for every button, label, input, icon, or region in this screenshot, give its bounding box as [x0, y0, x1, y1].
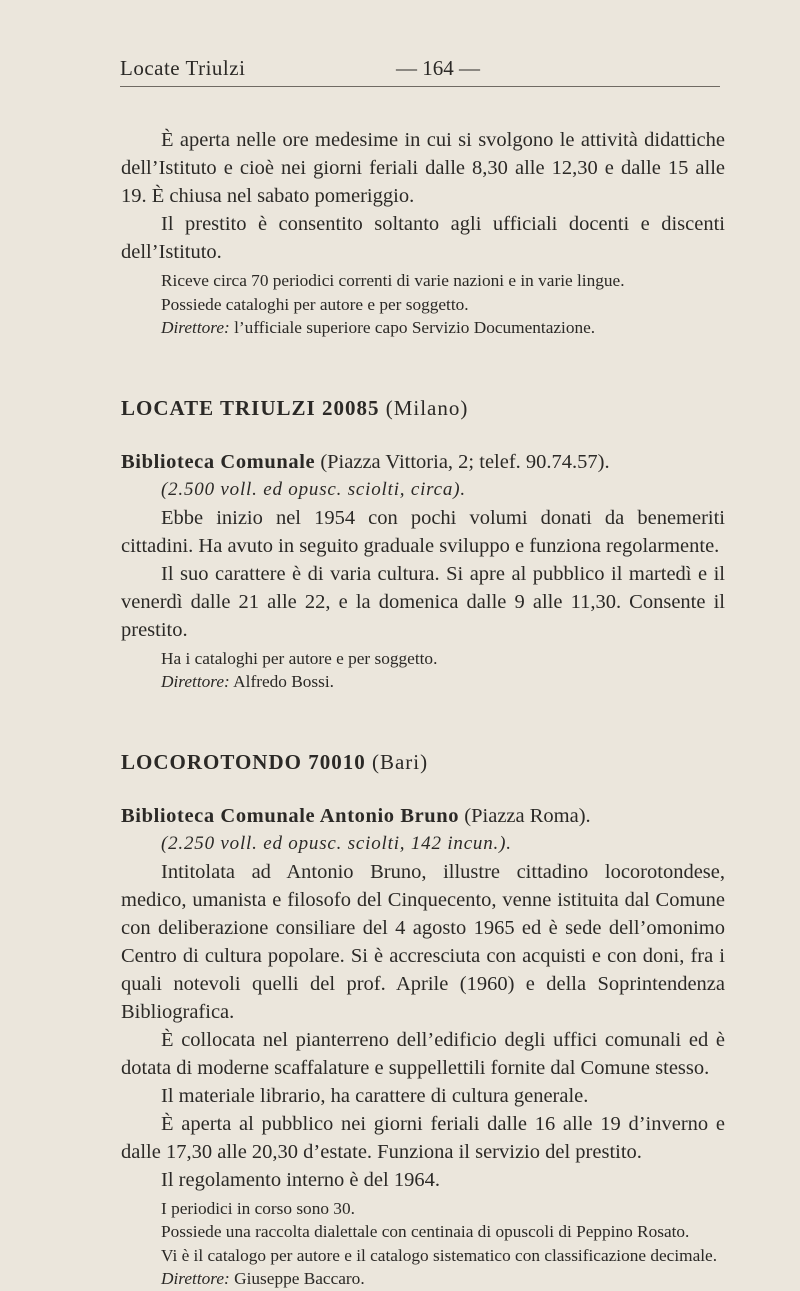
section-heading-locorotondo: [121, 748, 725, 776]
section-paragraph: Ebbe inizio nel 1954 con pochi volumi donati da benemeriti cittadini. Ha avuto in seguito graduale sviluppo e funziona regolarmente.: [121, 506, 725, 557]
collection-size: (2.500 voll. ed opusc. sciolti, circa).: [161, 478, 466, 500]
intro-paragraph-1: È aperta nelle ore medesime in cui si svolgono le attività didattiche dell’Istituto e cioè nei giorni feriali dalle 8,30 alle 12,30 e dalle 15 alle 19. È chiusa nel sabato pomeriggio.: [121, 129, 725, 207]
section-director: [121, 670, 725, 694]
section-heading-locate-triulzi: [121, 394, 725, 422]
library-address: (Piazza Roma).: [464, 804, 591, 827]
section-note: Vi è il catalogo per autore e il catalogo sistematico con classificazione decimale.: [161, 1245, 718, 1265]
section-paragraph: È collocata nel pianterreno dell’edificio degli uffici comunali ed è dotata di moderne scaffalature e suppellettili fornite dal Comune stesso.: [121, 1028, 725, 1079]
director-label: Direttore:: [161, 1269, 230, 1288]
page-number: — 164 —: [396, 56, 480, 80]
section-note: I periodici in corso sono 30.: [161, 1198, 355, 1218]
section-paragraph: Il regolamento interno è del 1964.: [161, 1168, 440, 1191]
running-head: [120, 56, 720, 86]
section-paragraph: È aperta al pubblico nei giorni feriali dalle 16 alle 19 d’inverno e dalle 17,30 alle 20,30 d’estate. Funziona il servizio del prestito.: [121, 1112, 725, 1163]
intro-director: [121, 316, 725, 340]
director-name: Giuseppe Baccaro.: [234, 1269, 365, 1288]
heading-place: LOCOROTONDO 70010: [121, 749, 366, 774]
body-text: [121, 126, 725, 1291]
section-note: Ha i cataloghi per autore e per soggetto.: [161, 648, 438, 668]
heading-province: (Bari): [371, 749, 429, 774]
director-name: l’ufficiale superiore capo Servizio Documentazione.: [234, 318, 596, 337]
library-name: Biblioteca Comunale: [121, 450, 316, 473]
collection-size: (2.250 voll. ed opusc. sciolti, 142 incun.).: [161, 832, 512, 854]
director-label: Direttore:: [161, 672, 230, 691]
section-paragraph: Il suo carattere è di varia cultura. Si apre al pubblico il martedì e il venerdì dalle 21 alle 22, e la domenica dalle 9 alle 11,30. Consente il prestito.: [121, 562, 725, 641]
section-paragraph: Intitolata ad Antonio Bruno, illustre cittadino locorotondese, medico, umanista e filosofo del Cinquecento, venne istituita dal Comune con deliberazione consiliare del 4 agosto 1965 ed è sede dell’omonimo Centro di cultura popolare. Si è accresciuta con acquisti e con doni, fra i quali notevoli quelli del prof. Aprile (1960) e della Soprintendenza Bibliografica.: [121, 860, 725, 1023]
header-rule: [120, 86, 720, 87]
section-paragraph: Il materiale librario, ha carattere di cultura generale.: [161, 1084, 589, 1107]
section-note: Possiede una raccolta dialettale con centinaia di opuscoli di Peppino Rosato.: [161, 1222, 690, 1241]
running-head-place: Locate Triulzi: [120, 56, 246, 80]
library-title: [121, 448, 725, 476]
library-name: Biblioteca Comunale Antonio Bruno: [121, 804, 460, 827]
heading-place: LOCATE TRIULZI 20085: [121, 395, 380, 420]
section-director: [121, 1267, 725, 1291]
intro-note-catalogs: Possiede cataloghi per autore e per soggetto.: [161, 294, 469, 314]
library-title: [121, 802, 725, 830]
library-address: (Piazza Vittoria, 2; telef. 90.74.57).: [320, 450, 610, 473]
heading-province: (Milano): [385, 395, 469, 420]
director-label: Direttore:: [161, 318, 230, 337]
intro-note-periodicals: Riceve circa 70 periodici correnti di varie nazioni e in varie lingue.: [161, 271, 625, 290]
intro-paragraph-2: Il prestito è consentito soltanto agli ufficiali docenti e discenti dell’Istituto.: [121, 213, 725, 263]
director-name: Alfredo Bossi.: [233, 672, 334, 691]
